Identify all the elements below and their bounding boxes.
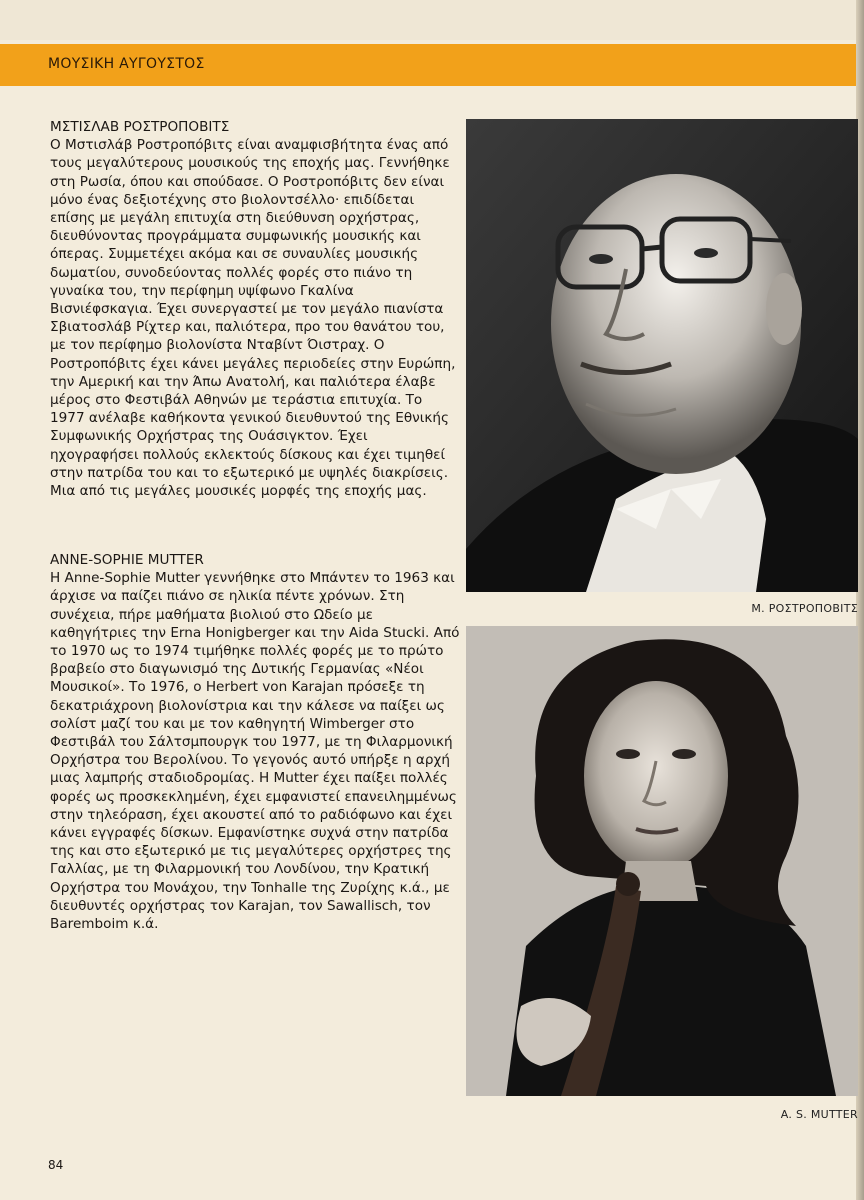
article-mutter — [50, 551, 460, 933]
portrait-photo-rostropovich — [466, 119, 858, 592]
article-heading: ΜΣΤΙΣΛΑΒ ΡΟΣΤΡΟΠΟΒΙΤΣ — [50, 119, 230, 135]
photo-caption: A. S. MUTTER — [780, 1108, 858, 1121]
article-rostropovich — [50, 118, 460, 500]
section-title: ΜΟΥΣΙΚΗ ΑΥΓΟΥΣΤΟΣ — [48, 56, 205, 72]
photo-caption: Μ. ΡΟΣΤΡΟΠΟΒΙΤΣ — [751, 602, 858, 615]
portrait-photo-mutter — [466, 626, 858, 1096]
article-body: Η Anne-Sophie Mutter γεννήθηκε στο Μπάντεν το 1963 και άρχισε να παίζει πιάνο σε ηλικία πέντε χρόνων. Στη συνέχεια, πήρε μαθήματα βιολιού στο Ωδείο με καθηγήτριες την Erna Honigberger και την Aida Stucki. Από το 1970 ως το 1974 τιμήθηκε πολλές φορές με το πρώτο βραβείο στο διαγωνισμό της Δυτικής Γερμανίας «Νέοι Μουσικοί». Το 1976, ο Herbert von Karajan πρόσεξε τη δεκατριάχρονη βιολονίστρια και την κάλεσε να παίξει ως σολίστ μαζί του και με τον καθηγητή Wimberger στο Φεστιβάλ του Σάλτσμπουργκ του 1977, με τη Φιλαρμονική Ορχήστρα του Βερολίνου. Το γεγονός αυτό υπήρξε η αρχή μιας λαμπρής σταδιοδρομίας. Η Mutter έχει παίξει πολλές φορές ως προσκεκλημένη, έχει εμφανιστεί επανειλημμένως στην τηλεόραση, έχει ακουστεί από το ραδιόφωνο και έχει κάνει εγγραφές δίσκων. Εμφανίστηκε συχνά στην πατρίδα της και στο εξωτερικό με τις μεγαλύτερες ορχήστρες της Γαλλίας, με τη Φιλαρμονική του Λονδίνου, την Κρατική Ορχήστρα του Μονάχου, την Tonhalle της Ζυρίχης κ.ά., με διευθυντές ορχήστρας τον Karajan, τον Sawallisch, τον Baremboim κ.ά. — [50, 570, 460, 933]
article-heading: ANNE-SOPHIE MUTTER — [50, 552, 204, 568]
page-top-margin — [0, 0, 864, 40]
page-number: 84 — [48, 1158, 64, 1172]
article-body: Ο Μστισλάβ Ροστροπόβιτς είναι αναμφισβήτητα ένας από τους μεγαλύτερους μουσικούς της εποχής μας. Γεννήθηκε στη Ρωσία, όπου και σπούδασε. Ο Ροστροπόβιτς δεν είναι μόνο ένας δεξιοτέχνης στο βιολοντσέλλο· επιδίδεται επίσης με μεγάλη επιτυχία στη διεύθυνση ορχήστρας, διευθύνοντας προγράμματα συμφωνικής μουσικής και όπερας. Συμμετέχει ακόμα και σε συναυλίες μουσικής δωματίου, συνοδεύοντας πολλές φορές στο πιάνο τη γυναίκα του, την περίφημη υψίφωνο Γκαλίνα Βισνιέφσκαγια. Έχει συνεργαστεί με τον μεγάλο πιανίστα Σβιατοσλάβ Ρίχτερ και, παλιότερα, προ του θανάτου του, με τον περίφημο βιολονίστα Νταβίντ Όιστραχ. Ο Ροστροπόβιτς έχει κάνει μεγάλες περιοδείες στην Ευρώπη, την Αμερική και την Άπω Ανατολή, και παλιότερα έλαβε μέρος στο Φεστιβάλ Αθηνών με τεράστια επιτυχία. Το 1977 ανέλαβε καθήκοντα γενικού διευθυντού της Εθνικής Συμφωνικής Ορχήστρας της Ουάσιγκτον. Έχει ηχογραφήσει πολλούς εκλεκτούς δίσκους και έχει τιμηθεί στην πατρίδα του και το εξωτερικό με υψηλές διακρίσεις. Μια από τις μεγάλες μουσικές μορφές της εποχής μας. — [50, 137, 456, 500]
